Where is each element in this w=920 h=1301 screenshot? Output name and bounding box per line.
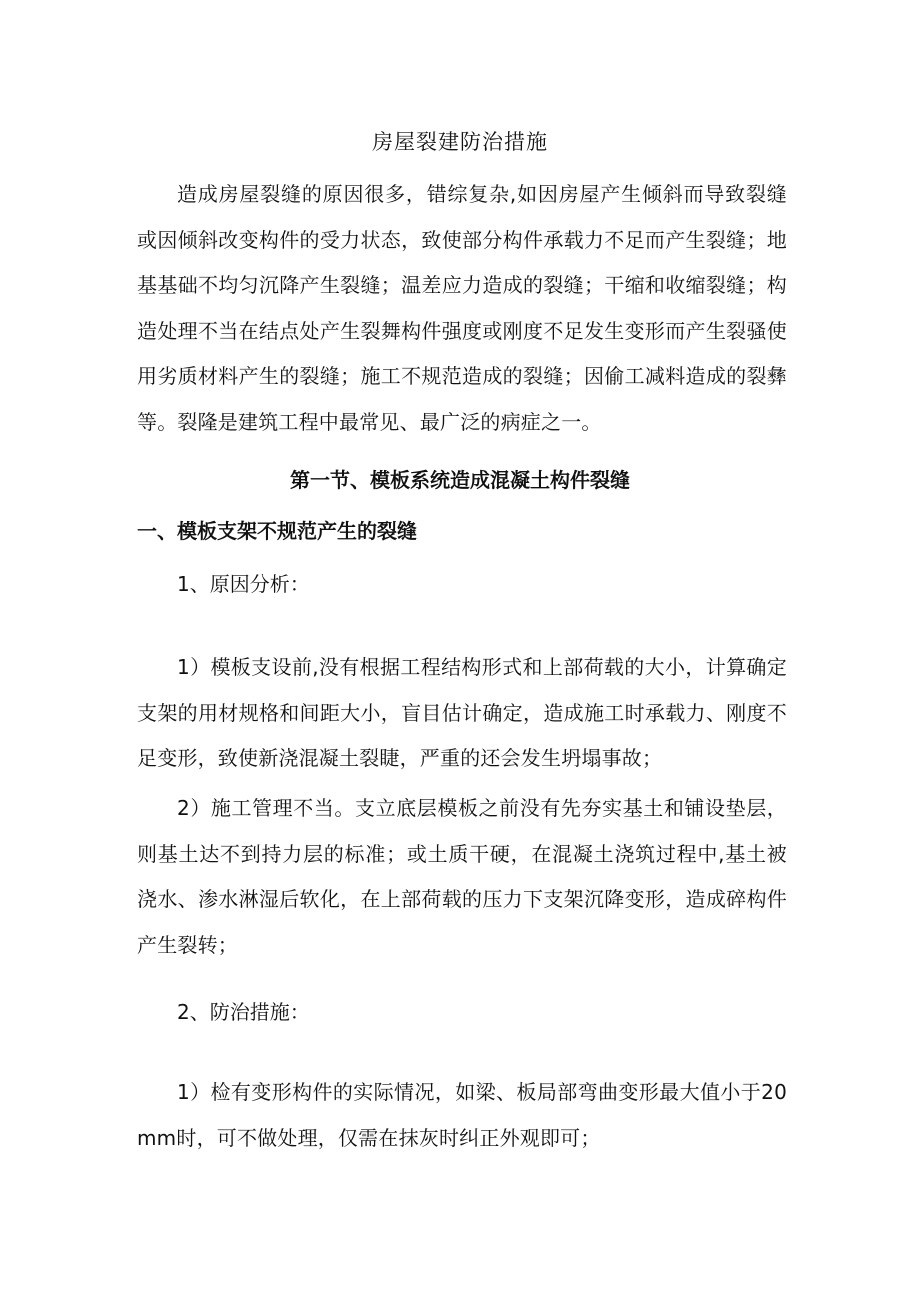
cause-paragraph-1: 1）模板支设前,没有根据工程结构形式和上部荷载的大小，计算确定支架的用材规格和间距大小，盲目估计确定，造成施工时承载力、刚度不足变形，致使新浇混凝土裂睫，严重的还会发生坍塌事故； bbox=[137, 655, 787, 770]
intro-paragraph: 造成房屋裂缝的原因很多，错综复杂,如因房屋产生倾斜而导致裂缝或因倾斜改变构件的受力状态，致使部分构件承载力不足而产生裂缝；地基基础不均匀沉降产生裂缝；温差应力造成的裂缝；干缩和收缩裂缝；构造处理不当在结点处产生裂舞构件强度或刚度不足发生变形而产生裂骚使用劣质材料产生的裂缝；施工不规范造成的裂缝；因偷工减料造成的裂彝等。裂隆是建筑工程中最常见、最广泛的病症之一。 bbox=[137, 182, 787, 434]
document-title: 房屋裂建防治措施 bbox=[372, 130, 548, 154]
prevention-measures-label: 2、防治措施： bbox=[177, 1000, 310, 1024]
measure-paragraph-1: 1）检有变形构件的实际情况，如梁、板局部弯曲变形最大值小于20mm时，可不做处理，仅需在抹灰时纠正外观即可； bbox=[137, 1080, 787, 1150]
cause-paragraph-2: 2）施工管理不当。支立底层模板之前没有先夯实基土和铺设垫层，则基土达不到持力层的标准；或土质干硬，在混凝土浇筑过程中,基土被浇水、渗水淋湿后软化，在上部荷载的压力下支架沉降变形，造成碎构件产生裂转； bbox=[137, 796, 787, 957]
section-heading: 第一节、模板系统造成混凝土构件裂缝 bbox=[290, 468, 630, 492]
cause-analysis-label: 1、原因分析： bbox=[177, 572, 310, 596]
subsection-heading: 一、模板支架不规范产生的裂缝 bbox=[137, 519, 417, 543]
